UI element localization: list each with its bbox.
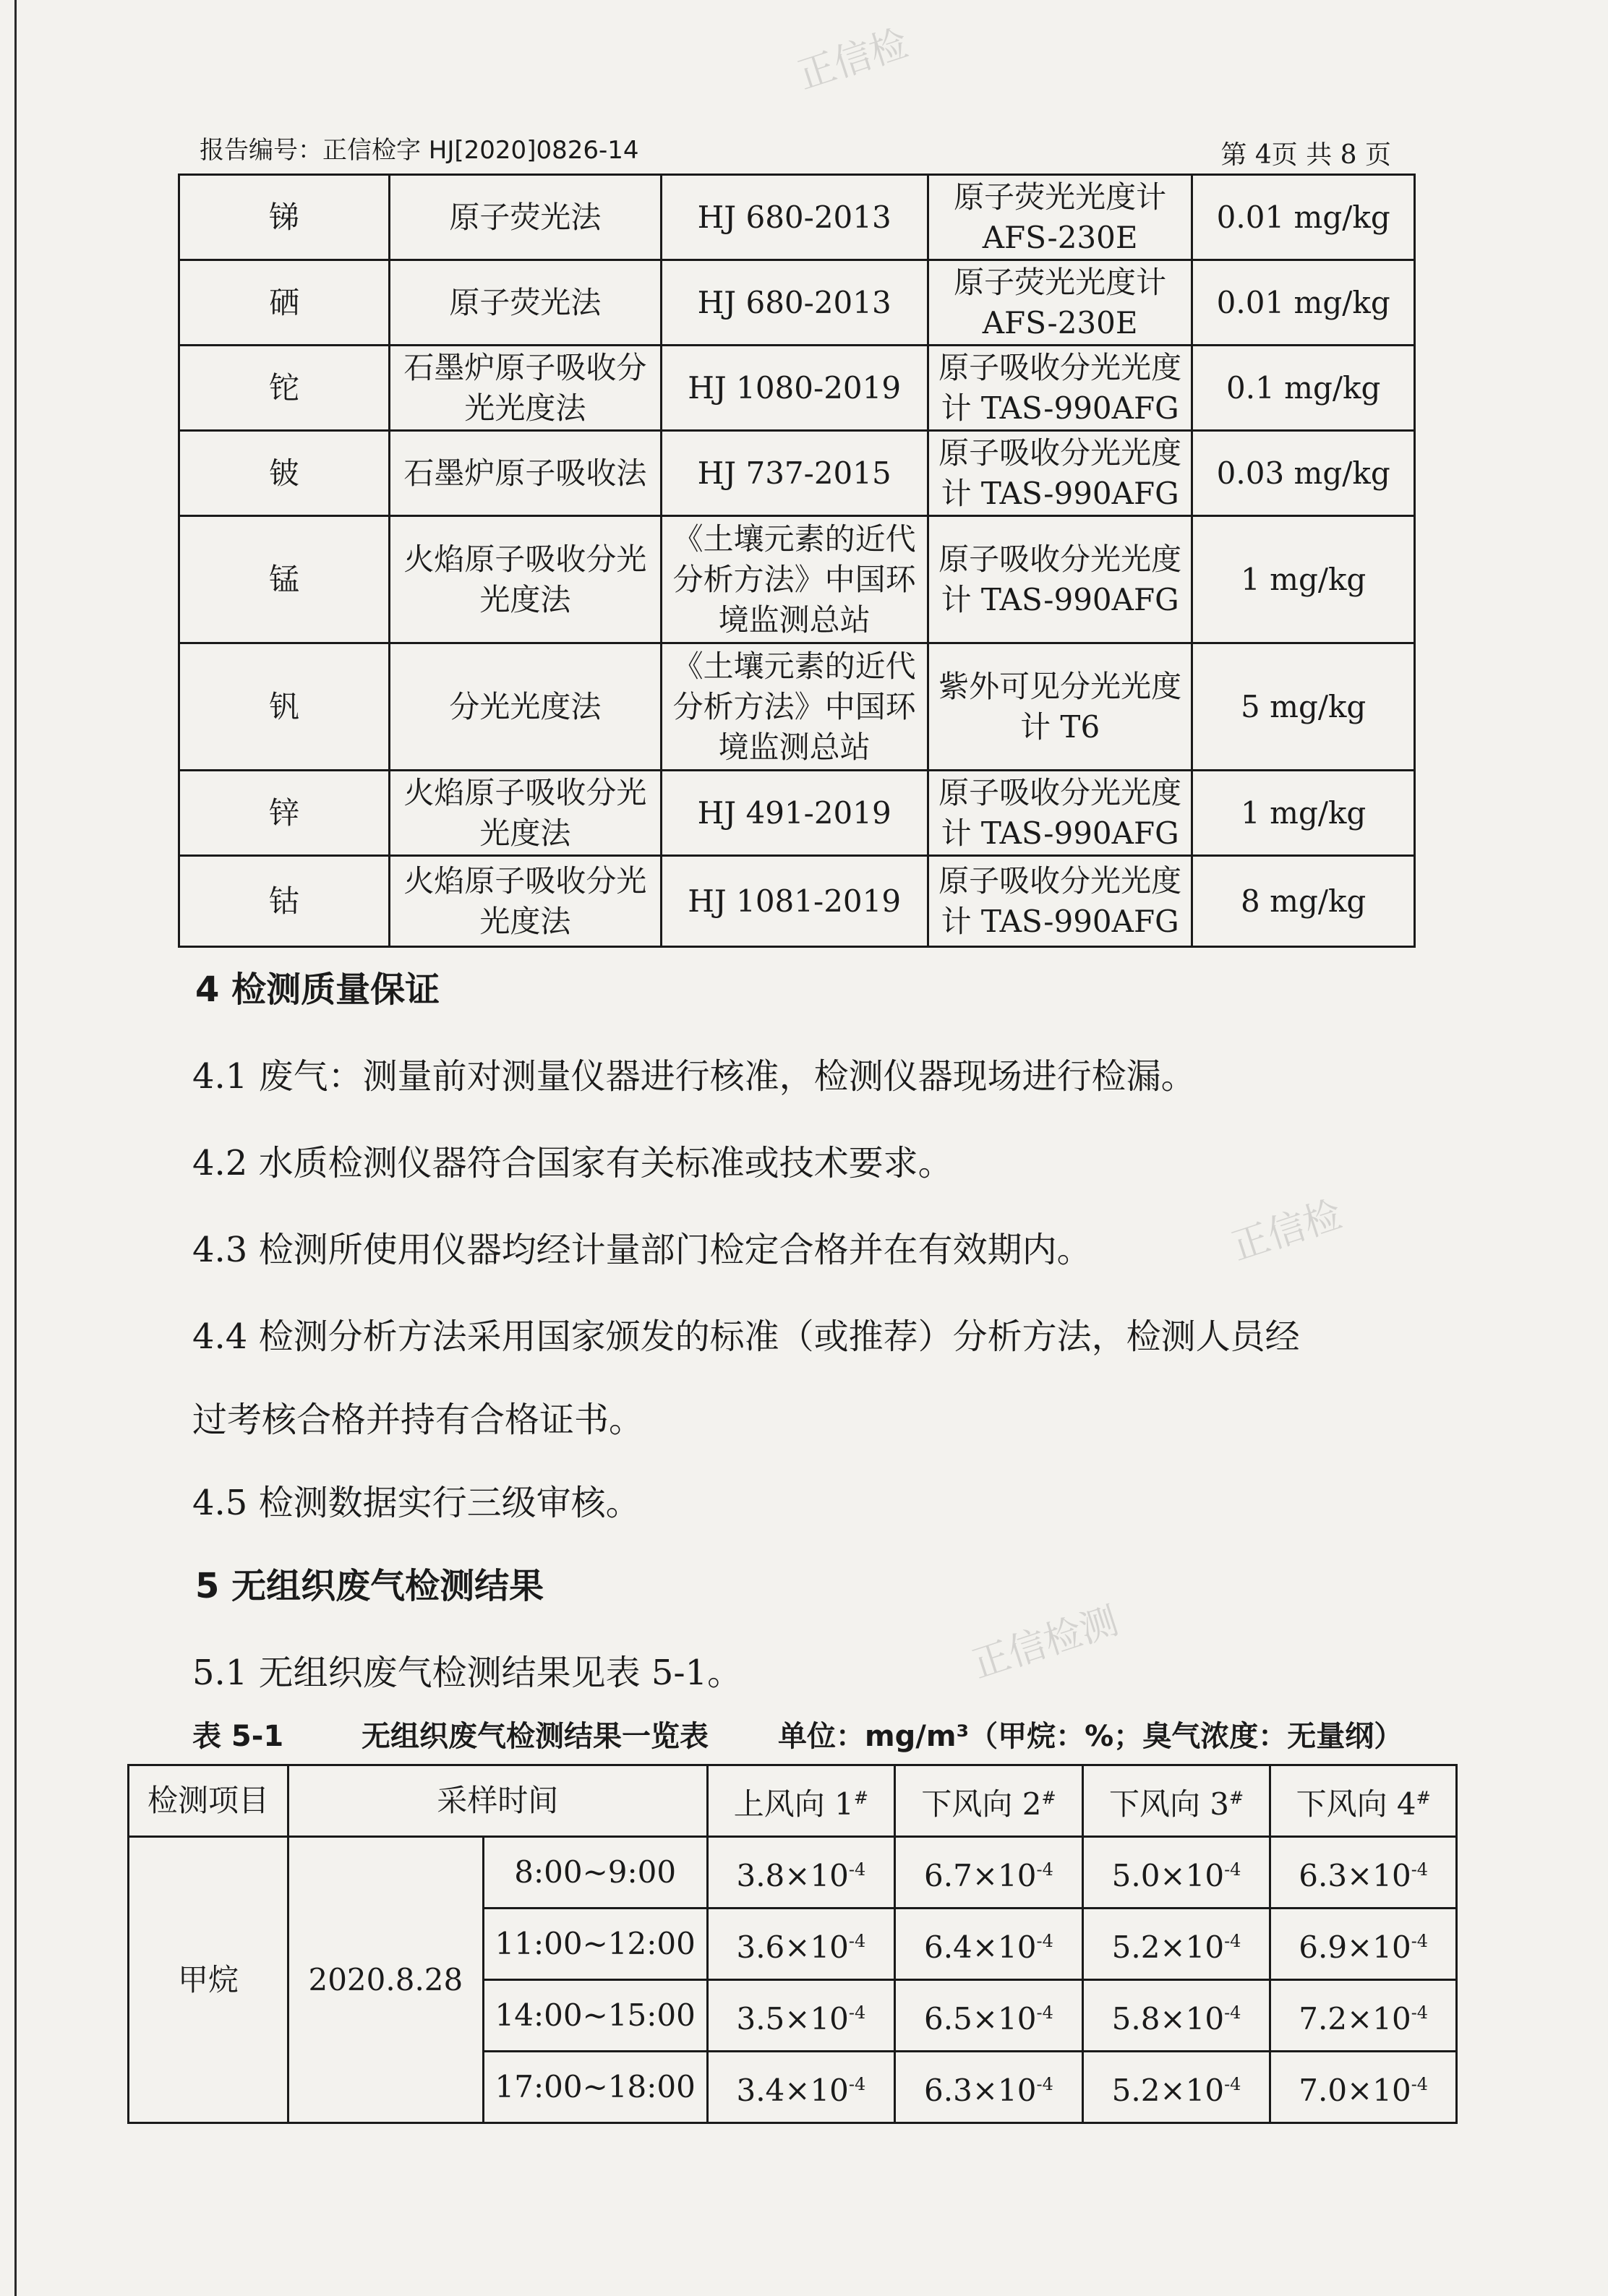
cell-value — [707, 1980, 895, 2052]
methods-cell-limit: 5 mg/kg — [1192, 643, 1415, 771]
methods-cell-limit: 0.1 mg/kg — [1192, 346, 1415, 431]
methods-cell-method: 原子荧光法 — [390, 260, 661, 346]
methods-cell-instrument: 原子荧光光度计 AFS-230E — [928, 175, 1192, 260]
value-exponent: -4 — [1036, 1859, 1053, 1880]
header-upwind-1: 上风向 1# — [707, 1765, 895, 1837]
cell-date: 2020.8.28 — [288, 1837, 484, 2123]
value-exponent: -4 — [1224, 1859, 1241, 1880]
methods-cell-limit: 8 mg/kg — [1192, 856, 1415, 947]
results-header-row — [129, 1765, 1457, 1837]
methods-cell-element: 钒 — [179, 643, 390, 771]
results-table — [127, 1764, 1458, 2124]
methods-cell-limit: 1 mg/kg — [1192, 771, 1415, 856]
methods-cell-limit: 0.01 mg/kg — [1192, 175, 1415, 260]
value-mantissa: 5.0×10 — [1111, 1857, 1225, 1893]
methods-row — [179, 175, 1415, 260]
methods-cell-standard: HJ 680-2013 — [661, 260, 928, 346]
header-downwind-4: 下风向 4# — [1270, 1765, 1457, 1837]
methods-cell-standard: HJ 491-2019 — [661, 771, 928, 856]
cell-value — [1082, 1980, 1270, 2052]
methods-cell-element: 铊 — [179, 346, 390, 431]
header-time: 采样时间 — [288, 1765, 708, 1837]
methods-cell-standard: HJ 1081-2019 — [661, 856, 928, 947]
methods-row — [179, 346, 1415, 431]
methods-cell-element: 锌 — [179, 771, 390, 856]
cell-value — [1270, 2052, 1457, 2123]
methods-cell-method: 火焰原子吸收分光光度法 — [390, 516, 661, 643]
value-exponent: -4 — [1036, 2002, 1053, 2023]
page-edge — [14, 0, 17, 2296]
section-4-title: 4 检测质量保证 — [195, 969, 440, 1010]
methods-cell-method: 石墨炉原子吸收分光光度法 — [390, 346, 661, 431]
cell-time: 8:00~9:00 — [483, 1837, 707, 1909]
methods-cell-instrument: 紫外可见分光光度计 T6 — [928, 643, 1192, 771]
paragraph-4-5: 4.5 检测数据实行三级审核。 — [192, 1483, 641, 1523]
cell-value — [1270, 1909, 1457, 1980]
cell-value — [1082, 2052, 1270, 2123]
methods-cell-standard: HJ 680-2013 — [661, 175, 928, 260]
value-exponent: -4 — [1224, 2073, 1241, 2094]
methods-cell-standard: HJ 1080-2019 — [661, 346, 928, 431]
cell-value — [1270, 1980, 1457, 2052]
cell-value — [895, 2052, 1083, 2123]
methods-cell-standard: 《土壤元素的近代分析方法》中国环境监测总站 — [661, 643, 928, 771]
value-exponent: -4 — [1411, 1859, 1429, 1880]
value-exponent: -4 — [1411, 2073, 1429, 2094]
cell-time: 11:00~12:00 — [483, 1909, 707, 1980]
cell-value — [1082, 1837, 1270, 1909]
paragraph-4-4: 4.4 检测分析方法采用国家颁发的标准（或推荐）分析方法，检测人员经 — [192, 1316, 1300, 1357]
methods-cell-method: 原子荧光法 — [390, 175, 661, 260]
value-mantissa: 7.2×10 — [1299, 2000, 1411, 2036]
value-mantissa: 3.6×10 — [736, 1929, 849, 1965]
methods-row — [179, 771, 1415, 856]
value-mantissa: 3.4×10 — [736, 2072, 849, 2108]
value-mantissa: 6.5×10 — [924, 2000, 1037, 2036]
methods-cell-instrument: 原子吸收分光光度计 TAS-990AFG — [928, 431, 1192, 516]
header-item: 检测项目 — [129, 1765, 288, 1837]
methods-cell-instrument: 原子吸收分光光度计 TAS-990AFG — [928, 771, 1192, 856]
value-mantissa: 6.9×10 — [1299, 1929, 1411, 1965]
methods-row — [179, 260, 1415, 346]
value-mantissa: 6.3×10 — [924, 2072, 1037, 2108]
methods-cell-element: 锑 — [179, 175, 390, 260]
value-exponent: -4 — [1411, 2002, 1429, 2023]
page-number: 第 4页 共 8 页 — [1220, 140, 1391, 170]
cell-value — [707, 1837, 895, 1909]
report-number: 报告编号：正信检字 HJ[2020]0826-14 — [200, 136, 639, 165]
methods-row — [179, 516, 1415, 643]
methods-cell-method: 石墨炉原子吸收法 — [390, 431, 661, 516]
cell-value — [895, 1837, 1083, 1909]
methods-cell-method: 火焰原子吸收分光光度法 — [390, 771, 661, 856]
table-caption-title: 无组织废气检测结果一览表 — [362, 1720, 709, 1753]
value-mantissa: 6.4×10 — [924, 1929, 1037, 1965]
cell-value — [707, 1909, 895, 1980]
paragraph-4-1: 4.1 废气：测量前对测量仪器进行核准，检测仪器现场进行检漏。 — [192, 1056, 1196, 1097]
cell-value — [895, 1909, 1083, 1980]
value-exponent: -4 — [1411, 1930, 1429, 1951]
value-exponent: -4 — [1224, 1930, 1241, 1951]
cell-value — [1082, 1909, 1270, 1980]
value-mantissa: 5.2×10 — [1111, 2072, 1225, 2108]
results-row — [129, 1837, 1457, 1909]
watermark-stamp: 正信检测 — [967, 1599, 1124, 1687]
methods-row — [179, 856, 1415, 947]
watermark-stamp: 正信检 — [1226, 1193, 1348, 1269]
methods-cell-instrument: 原子荧光光度计 AFS-230E — [928, 260, 1192, 346]
cell-value — [1270, 1837, 1457, 1909]
value-mantissa: 5.2×10 — [1111, 1929, 1225, 1965]
paragraph-4-3: 4.3 检测所使用仪器均经计量部门检定合格并在有效期内。 — [192, 1230, 1092, 1270]
table-caption-number: 表 5-1 — [192, 1720, 284, 1753]
header-downwind-3: 下风向 3# — [1082, 1765, 1270, 1837]
methods-cell-limit: 1 mg/kg — [1192, 516, 1415, 643]
methods-cell-instrument: 原子吸收分光光度计 TAS-990AFG — [928, 856, 1192, 947]
value-mantissa: 7.0×10 — [1299, 2072, 1411, 2108]
cell-item: 甲烷 — [129, 1837, 288, 2123]
methods-cell-element: 铍 — [179, 431, 390, 516]
methods-cell-method: 分光光度法 — [390, 643, 661, 771]
methods-cell-standard: 《土壤元素的近代分析方法》中国环境监测总站 — [661, 516, 928, 643]
watermark-stamp: 正信检 — [792, 22, 914, 98]
methods-cell-element: 钴 — [179, 856, 390, 947]
table-caption-unit: 单位：mg/m³（甲烷：%；臭气浓度：无量纲） — [778, 1720, 1403, 1753]
methods-cell-method: 火焰原子吸收分光光度法 — [390, 856, 661, 947]
header-downwind-2: 下风向 2# — [895, 1765, 1083, 1837]
methods-cell-standard: HJ 737-2015 — [661, 431, 928, 516]
value-exponent: -4 — [848, 1859, 866, 1880]
value-exponent: -4 — [848, 2002, 866, 2023]
cell-value — [895, 1980, 1083, 2052]
value-exponent: -4 — [1224, 2002, 1241, 2023]
cell-time: 14:00~15:00 — [483, 1980, 707, 2052]
value-exponent: -4 — [1036, 1930, 1053, 1951]
methods-cell-limit: 0.01 mg/kg — [1192, 260, 1415, 346]
value-exponent: -4 — [848, 2073, 866, 2094]
value-exponent: -4 — [1036, 2073, 1053, 2094]
value-exponent: -4 — [848, 1930, 866, 1951]
methods-cell-element: 硒 — [179, 260, 390, 346]
methods-row — [179, 643, 1415, 771]
paragraph-5-1: 5.1 无组织废气检测结果见表 5-1。 — [192, 1653, 743, 1693]
value-mantissa: 3.5×10 — [736, 2000, 849, 2036]
paragraph-4-4-cont: 过考核合格并持有合格证书。 — [192, 1400, 644, 1440]
methods-table — [178, 174, 1416, 948]
section-5-title: 5 无组织废气检测结果 — [195, 1566, 544, 1606]
value-mantissa: 3.8×10 — [736, 1857, 849, 1893]
value-mantissa: 6.3×10 — [1299, 1857, 1411, 1893]
methods-cell-limit: 0.03 mg/kg — [1192, 431, 1415, 516]
value-mantissa: 5.8×10 — [1111, 2000, 1225, 2036]
methods-cell-instrument: 原子吸收分光光度计 TAS-990AFG — [928, 346, 1192, 431]
value-mantissa: 6.7×10 — [924, 1857, 1037, 1893]
methods-cell-element: 锰 — [179, 516, 390, 643]
cell-time: 17:00~18:00 — [483, 2052, 707, 2123]
cell-value — [707, 2052, 895, 2123]
paragraph-4-2: 4.2 水质检测仪器符合国家有关标准或技术要求。 — [192, 1143, 953, 1183]
methods-row — [179, 431, 1415, 516]
methods-cell-instrument: 原子吸收分光光度计 TAS-990AFG — [928, 516, 1192, 643]
